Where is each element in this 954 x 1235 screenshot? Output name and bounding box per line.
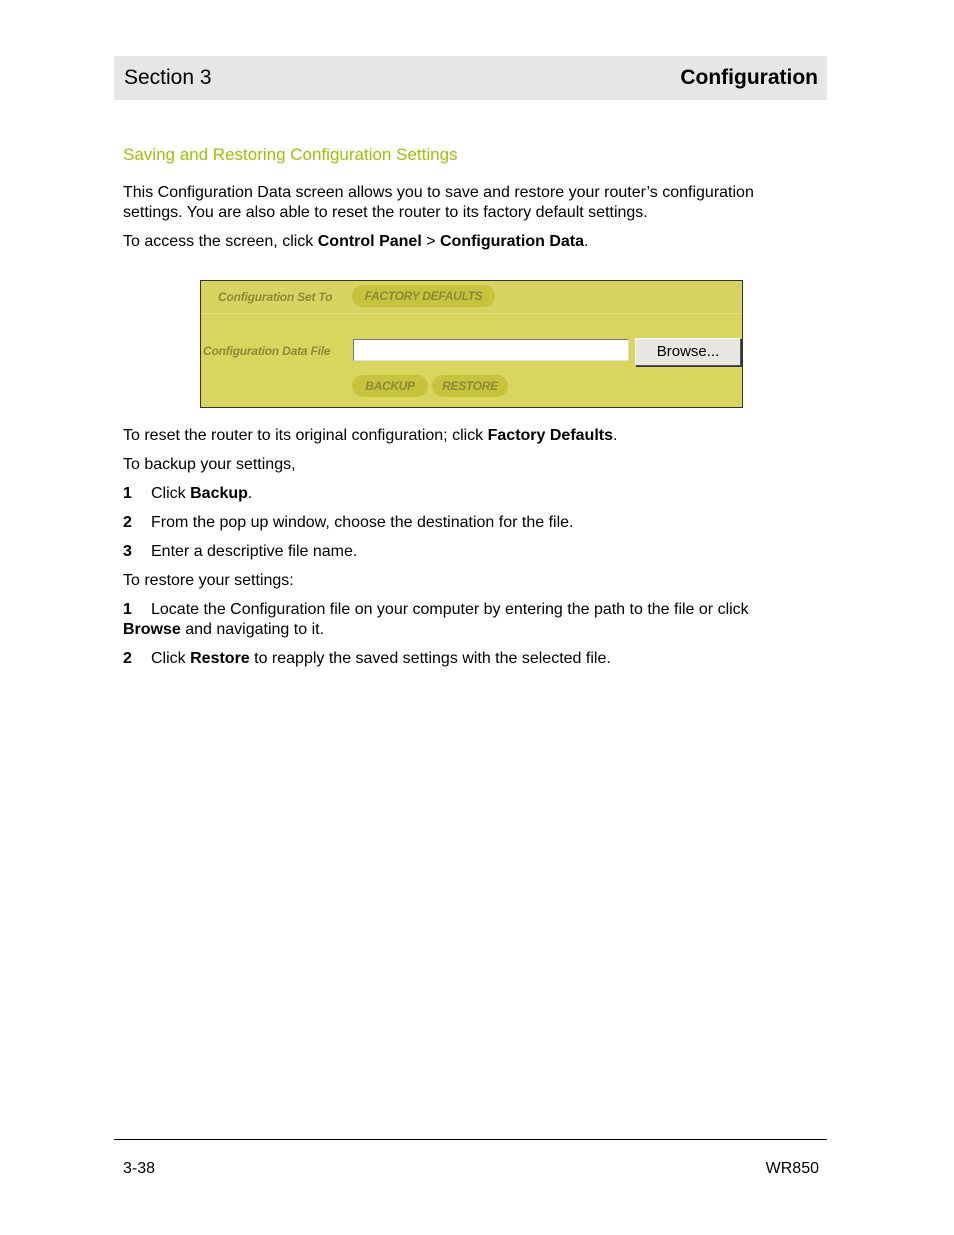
- restore-step-1-text: [123, 600, 821, 640]
- access-separator: >: [421, 233, 440, 250]
- restore-term: Restore: [190, 650, 250, 667]
- configuration-set-to-label: Configuration Set To: [218, 290, 333, 304]
- backup-step-2-text: From the pop up window, choose the destination for the file.: [151, 514, 574, 531]
- browse-button[interactable]: Browse...: [635, 338, 741, 366]
- section-header: [114, 56, 827, 100]
- factory-defaults-term: Factory Defaults: [487, 427, 613, 444]
- reset-instructions: [123, 426, 823, 446]
- configuration-data-link: Configuration Data: [440, 233, 584, 250]
- backup-term: Backup: [190, 485, 248, 502]
- access-suffix: .: [584, 233, 589, 250]
- restore-step-1-line-2-suffix: and navigating to it.: [180, 621, 325, 638]
- backup-button[interactable]: BACKUP: [352, 375, 428, 397]
- footer-divider: [114, 1139, 827, 1140]
- intro-line-2: settings. You are also able to reset the router to its factory default settings.: [123, 204, 648, 221]
- access-instructions: [123, 232, 823, 252]
- page-number: 3-38: [123, 1160, 156, 1177]
- configuration-data-file-label: Configuration Data File: [203, 344, 331, 358]
- section-number: Section 3: [124, 66, 212, 89]
- control-panel-link: Control Panel: [317, 233, 422, 250]
- access-prefix: To access the screen, click: [123, 233, 318, 250]
- reset-prefix: To reset the router to its original configuration; click: [123, 427, 488, 444]
- restore-step-2-prefix: Click: [151, 650, 191, 667]
- reset-suffix: .: [613, 427, 618, 444]
- backup-step-3-text: Enter a descriptive file name.: [151, 543, 358, 560]
- configuration-data-panel: [200, 280, 743, 408]
- factory-defaults-button[interactable]: FACTORY DEFAULTS: [352, 285, 495, 307]
- restore-step-1-line-2: [123, 620, 821, 640]
- backup-step-1-prefix: Click: [151, 485, 191, 502]
- restore-step-2-suffix: to reapply the saved settings with the selected file.: [249, 650, 611, 667]
- configuration-file-input[interactable]: [353, 339, 629, 361]
- intro-line-1: This Configuration Data screen allows you to save and restore your router’s configuration: [123, 184, 754, 201]
- backup-intro: To backup your settings,: [123, 456, 296, 473]
- restore-step-2-text: [151, 649, 821, 669]
- backup-step-1-suffix: .: [247, 485, 253, 502]
- restore-button[interactable]: RESTORE: [432, 375, 508, 397]
- backup-step-1-number: 1: [123, 485, 132, 502]
- backup-step-1-text: [151, 484, 821, 504]
- backup-step-3-number: 3: [123, 543, 132, 560]
- product-model: WR850: [765, 1160, 819, 1177]
- restore-step-2-number: 2: [123, 650, 132, 667]
- restore-step-1-number: 1: [123, 601, 132, 618]
- backup-step-2-number: 2: [123, 514, 132, 531]
- restore-intro: To restore your settings:: [123, 572, 294, 589]
- restore-step-1-line-1: Locate the Configuration file on your computer by entering the path to the file or click: [151, 601, 749, 618]
- browse-term: Browse: [123, 621, 181, 638]
- section-title: Configuration: [680, 66, 818, 89]
- page-heading: Saving and Restoring Configuration Settings: [123, 145, 458, 164]
- intro-paragraph: [123, 183, 823, 223]
